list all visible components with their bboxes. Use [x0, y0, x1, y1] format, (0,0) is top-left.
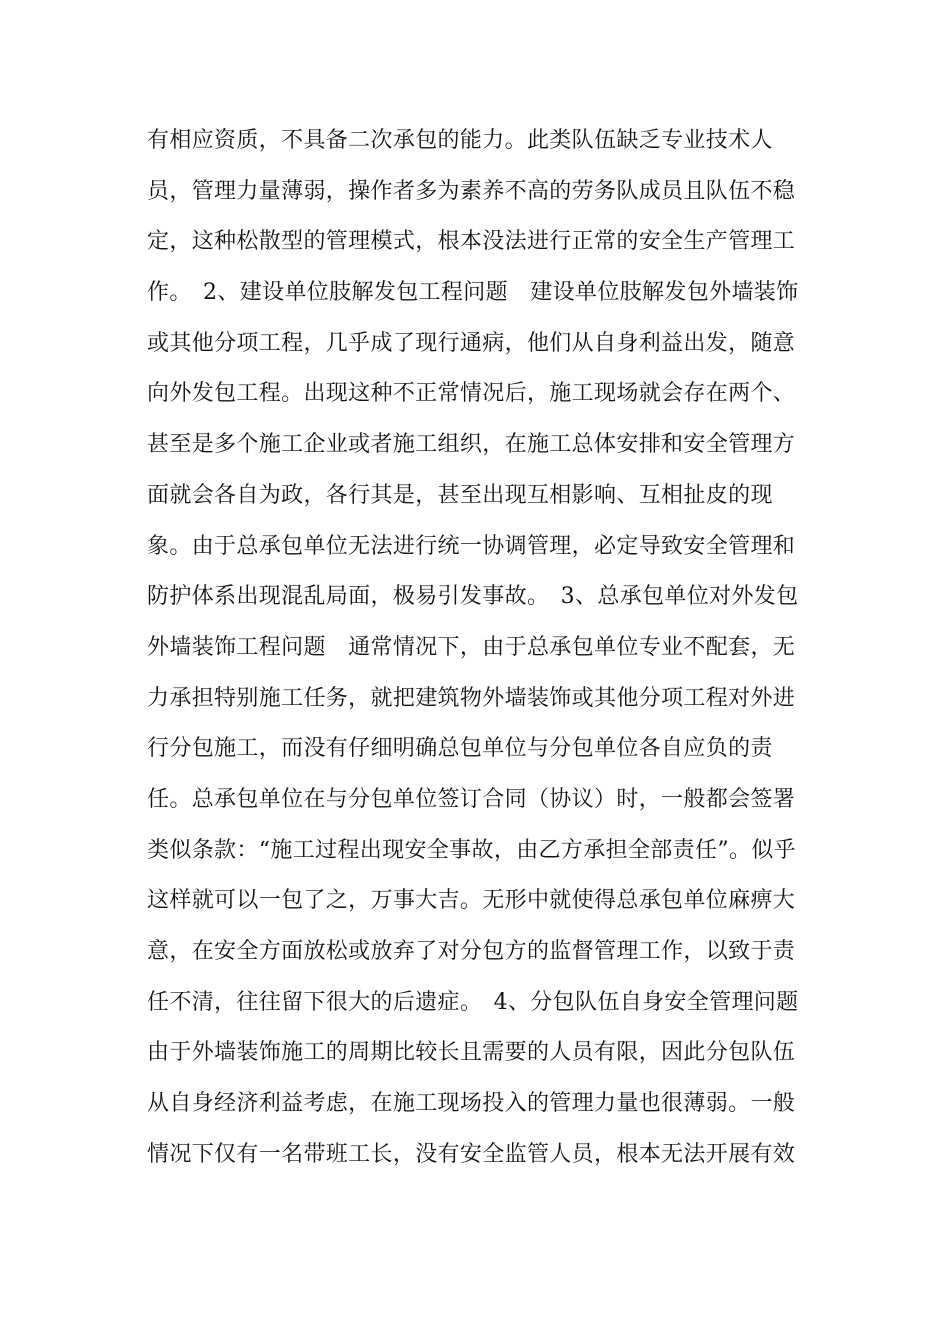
- text-line: 任不清，往往留下很大的后遗症。 4、分包队伍自身安全管理问题: [147, 989, 799, 1015]
- text-line: 由于外墙装饰施工的周期比较长且需要的人员有限，因此分包队伍: [147, 1040, 796, 1066]
- text-line: 力承担特别施工任务，就把建筑物外墙装饰或其他分项工程对外进: [147, 685, 796, 711]
- text-line: 向外发包工程。出现这种不正常情况后，施工现场就会存在两个、: [147, 381, 796, 407]
- text-line: 象。由于总承包单位无法进行统一协调管理，必定导致安全管理和: [147, 533, 796, 559]
- text-line: 意，在安全方面放松或放弃了对分包方的监督管理工作，以致于责: [147, 939, 796, 964]
- text-line: 作。 2、建设单位肢解发包工程问题 建设单位肢解发包外墙装饰: [147, 280, 799, 306]
- text-line: 防护体系出现混乱局面，极易引发事故。 3、总承包单位对外发包: [147, 584, 799, 610]
- text-line: 任。总承包单位在与分包单位签订合同（协议）时，一般都会签署: [147, 786, 796, 812]
- text-line: 或其他分项工程，几乎成了现行通病，他们从自身利益出发，随意: [147, 330, 796, 356]
- text-line: 有相应资质，不具备二次承包的能力。此类队伍缺乏专业技术人: [147, 128, 773, 153]
- body-text: [147, 116, 817, 1180]
- text-line: 类似条款：“施工过程出现安全事故，由乙方承担全部责任”。似乎: [147, 837, 796, 863]
- text-line: 甚至是多个施工企业或者施工组织，在施工总体安排和安全管理方: [147, 432, 796, 458]
- text-line: 从自身经济利益考虑，在施工现场投入的管理力量也很薄弱。一般: [147, 1091, 796, 1117]
- text-line: 面就会各自为政，各行其是，甚至出现互相影响、互相扯皮的现: [147, 482, 773, 508]
- text-line: 定，这种松散型的管理模式，根本没法进行正常的安全生产管理工: [147, 229, 796, 255]
- text-line: 行分包施工，而没有仔细明确总包单位与分包单位各自应负的责: [147, 736, 773, 762]
- text-line: 员，管理力量薄弱，操作者多为素养不高的劳务队成员且队伍不稳: [147, 178, 796, 204]
- text-line: 外墙装饰工程问题 通常情况下，由于总承包单位专业不配套，无: [147, 634, 796, 660]
- text-line: 这样就可以一包了之，万事大吉。无形中就使得总承包单位麻痹大: [147, 888, 796, 914]
- text-line: 情况下仅有一名带班工长，没有安全监管人员，根本无法开展有效: [147, 1141, 796, 1167]
